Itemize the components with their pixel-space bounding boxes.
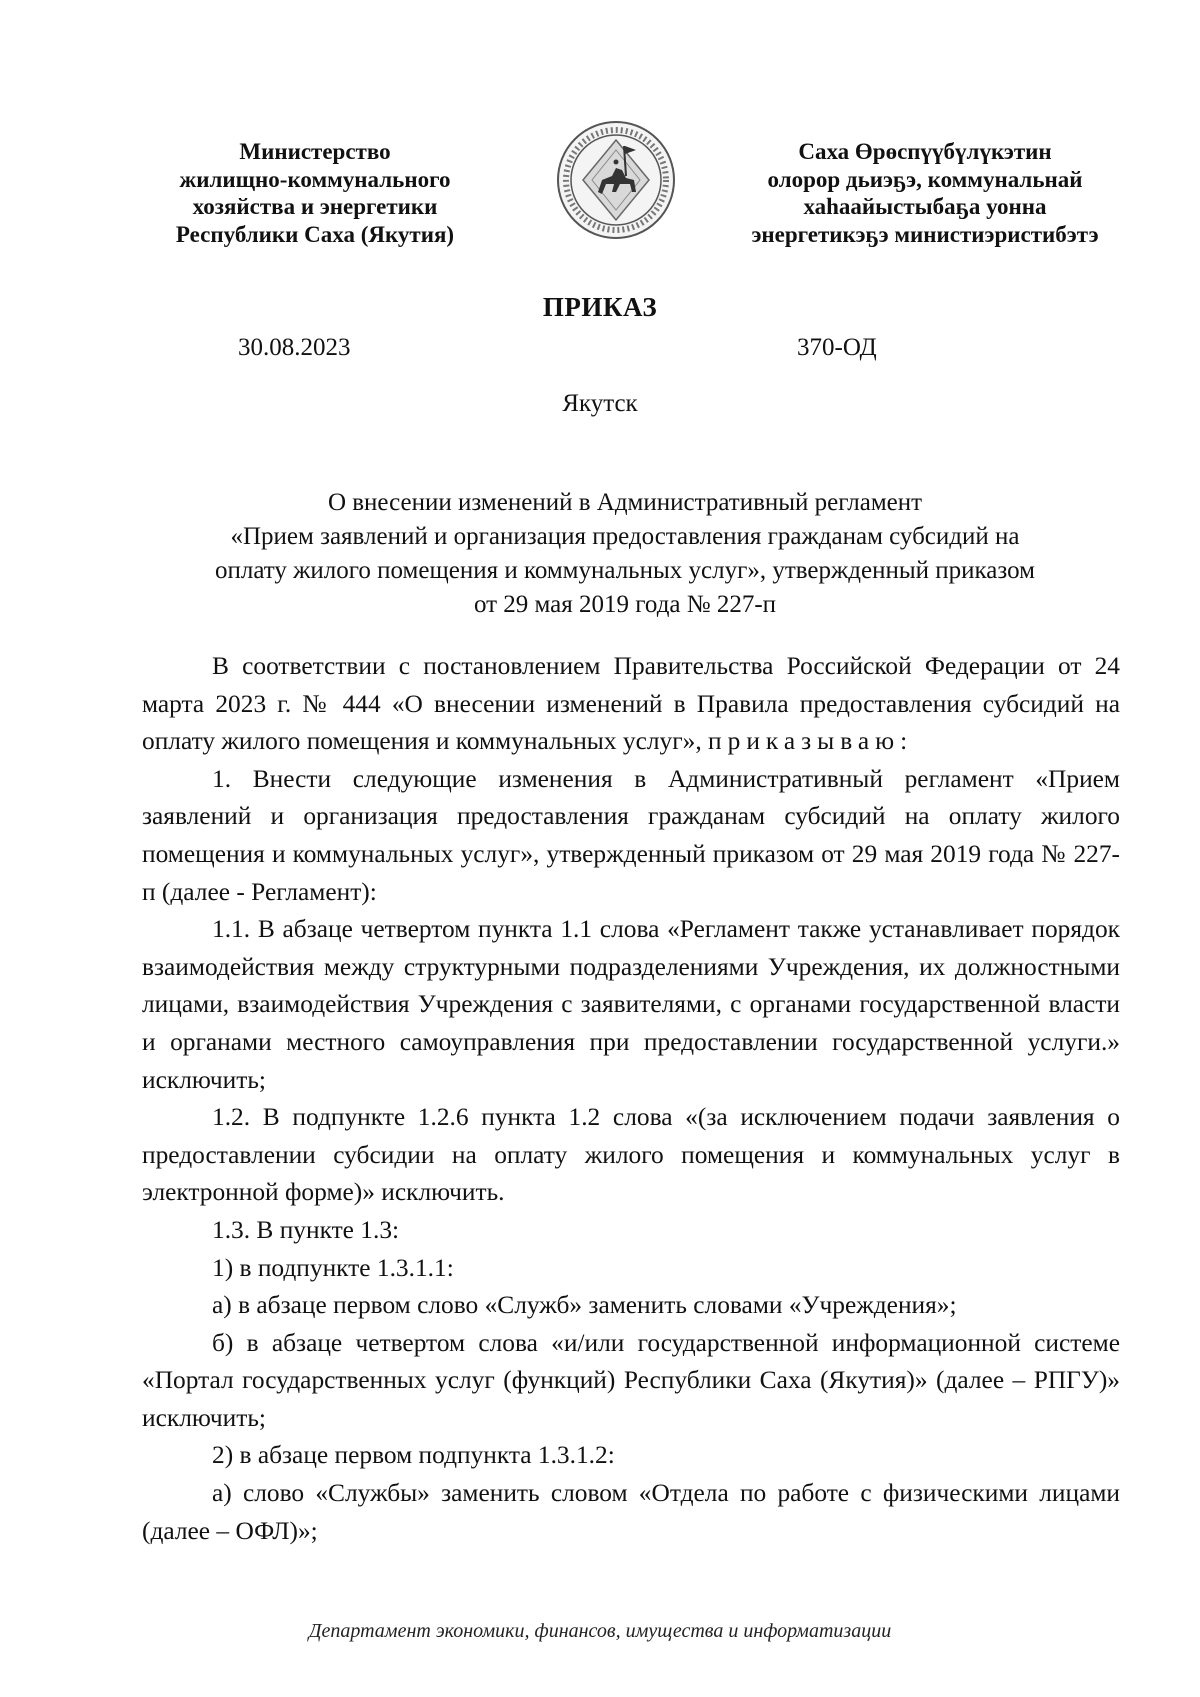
order-city: Якутск xyxy=(562,390,638,417)
order-number: 370-ОД xyxy=(797,334,877,361)
body-paragraph: 1.2. В подпункте 1.2.6 пункта 1.2 слова «(за исключением подачи заявления о предоставлении субсидии на оплату жилого помещения и коммунальных услуг в электронной форме)» исключить. xyxy=(142,1103,1120,1207)
subject-line: «Прием заявлений и организация предоставления гражданам субсидий на xyxy=(230,523,1020,550)
preamble-text: В соответствии с постановлением Правительства Российской Федерации от 24 марта 2023 г. № 444 «О внесении изменений в Правила предоставления субсидий на оплату жилого помещения и коммунальных услуг», xyxy=(142,652,1120,756)
ministry-name-sakha-line: олорор дьиэҕэ, коммунальнай xyxy=(767,166,1083,192)
ministry-name-ru xyxy=(145,138,485,248)
ministry-name-ru-line: Министерство xyxy=(239,139,391,164)
preamble-paragraph xyxy=(142,648,1120,761)
subject-line: О внесении изменений в Административный регламент xyxy=(327,489,923,516)
order-title: ПРИКАЗ xyxy=(542,292,658,322)
page-footer: Департамент экономики, финансов, имущества и информатизации xyxy=(308,1620,892,1642)
body-paragraph: 1.1. В абзаце четвертом пункта 1.1 слова «Регламент также устанавливает порядок взаимодействия между структурными подразделениями Учреждения, их должностными лицами, взаимодействия Учреждения с заявителями, с органами государственной власти и органами местного самоуправления при предоставлении государственной услуги.» исключить; xyxy=(142,915,1120,1094)
ministry-name-ru-line: жилищно-коммунального xyxy=(179,166,451,192)
subject-line: от 29 мая 2019 года № 227-п xyxy=(473,591,777,618)
ministry-name-ru-line: Республики Саха (Якутия) xyxy=(175,221,455,247)
ministry-name-sakha-line: хаһаайыстыбаҕа уонна xyxy=(803,194,1047,219)
ministry-name-sakha-line: энергетикэҕэ министиэристибэтэ xyxy=(751,221,1099,247)
order-subject xyxy=(150,486,1100,622)
coat-of-arms-icon xyxy=(554,118,678,242)
order-word: приказываю: xyxy=(708,727,914,756)
ministry-name-ru-line: хозяйства и энергетики xyxy=(192,194,438,219)
ministry-name-sakha xyxy=(730,138,1120,248)
body-paragraph: 1) в подпункте 1.3.1.1: xyxy=(212,1253,454,1282)
body-paragraph: 1. Внести следующие изменения в Административный регламент «Прием заявлений и организация предоставления гражданам субсидий на оплату жилого помещения и коммунальных услуг», утвержденный приказом от 29 мая 2019 года № 227-п (далее - Регламент): xyxy=(142,764,1120,906)
order-date: 30.08.2023 xyxy=(238,334,351,361)
body-paragraph: а) в абзаце первом слово «Служб» заменить словами «Учреждения»; xyxy=(212,1291,957,1320)
body-paragraph: 1.3. В пункте 1.3: xyxy=(212,1215,400,1244)
ministry-name-sakha-line: Саха Өрөспүүбүлүкэтин xyxy=(798,139,1052,164)
body-paragraph: а) слово «Службы» заменить словом «Отдела по работе с физическими лицами (далее – ОФЛ)»; xyxy=(142,1479,1120,1545)
body-paragraph: 2) в абзаце первом подпункта 1.3.1.2: xyxy=(212,1441,615,1470)
subject-line: оплату жилого помещения и коммунальных услуг», утвержденный приказом xyxy=(215,557,1035,584)
body-paragraph: б) в абзаце четвертом слова «и/или государственной информационной системе «Портал государственных услуг (функций) Республики Саха (Якутия)» (далее – РПГУ)» исключить; xyxy=(142,1328,1120,1432)
order-body xyxy=(142,648,1120,1550)
